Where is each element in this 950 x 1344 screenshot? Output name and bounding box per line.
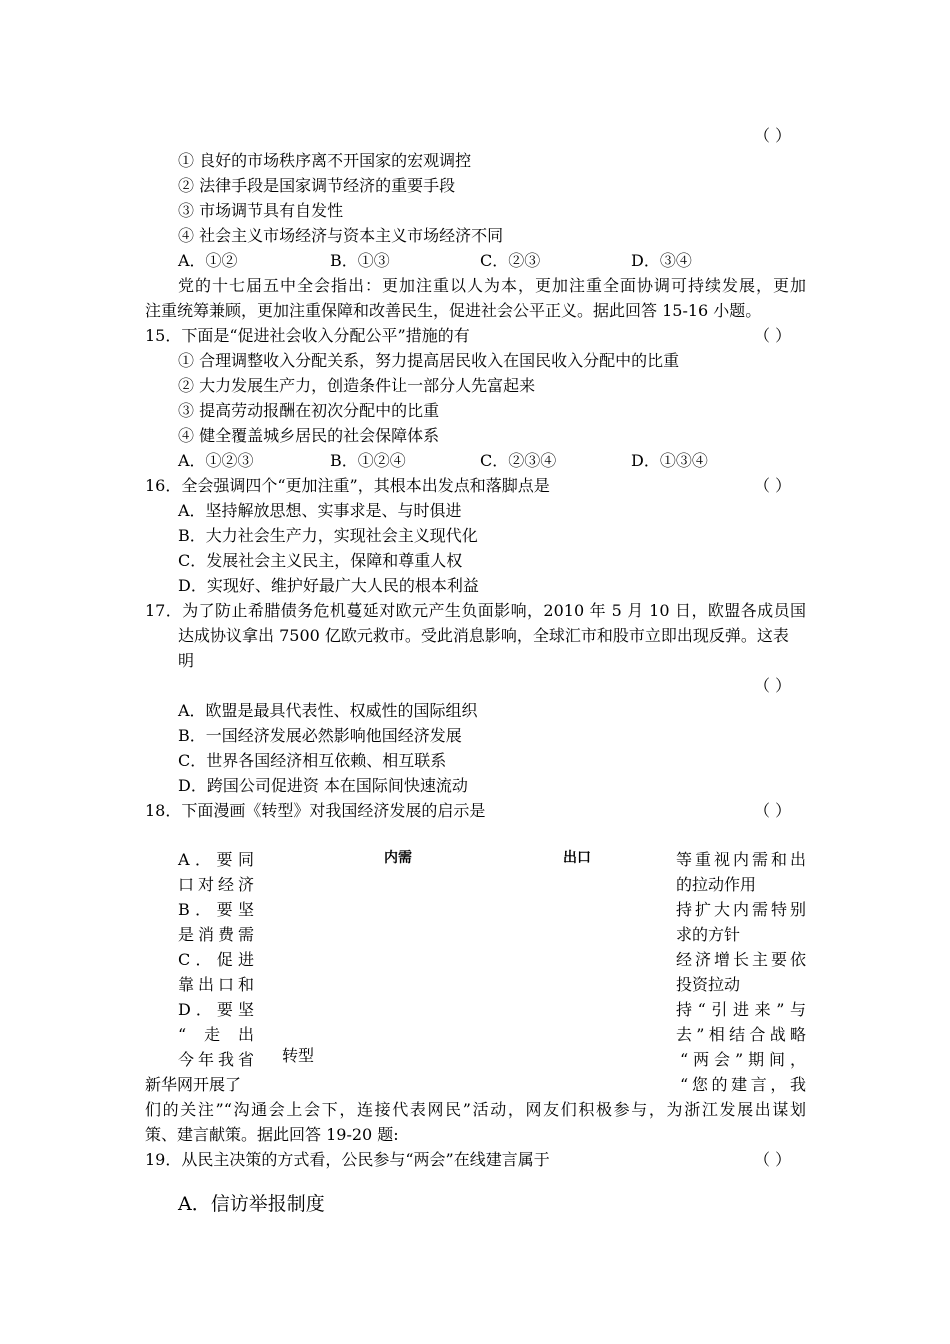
q19-option-a: A．信访举报制度 [178,1193,325,1215]
answer-paren-q14: （ ） [754,126,792,145]
q17-stem-line-3: 明 [178,651,195,670]
q15-stem: 15．下面是“促进社会收入分配公平”措施的有 [145,326,470,345]
q18-tail-line-2: 们的关注”“沟通会上会下，连接代表网民”活动，网友们积极参与，为浙江发展出谋划 [145,1100,806,1119]
q18-left-line-3: B．要坚 [178,900,254,919]
q18-left-line-1: A．要同 [178,850,254,869]
q18-right-line-9: “两会”期间， [680,1050,806,1069]
intro-15-16-line-1: 党的十七届五中全会指出：更加注重以人为本，更加注重全面协调可持续发展，更加 [178,276,806,295]
q18-left-line-4: 是消费需 [178,925,254,944]
q15-option-a: A．①②③ [178,451,254,470]
q18-right-line-3: 持扩大内需特别 [676,900,806,919]
q18-left-line-5: C．促进 [178,950,254,969]
q18-left-line-7: D．要坚 [178,1000,254,1019]
q15-item-2: ② 大力发展生产力，创造条件让一部分人先富起来 [178,376,536,395]
q17-stem-line-2: 达成协议拿出 7500 亿欧元救市。受此消息影响，全球汇市和股市立即出现反弹。这表 [178,626,789,645]
q18-right-line-6: 投资拉动 [676,975,741,994]
q18-right-line-4: 求的方针 [676,925,741,944]
intro-15-16-line-2: 注重统筹兼顾，更加注重保障和改善民生，促进社会公平正义。据此回答 15-16 小题。 [145,301,762,320]
q17-option-d: D．跨国公司促进资 本在国际间快速流动 [178,776,468,795]
q18-right-line-2: 的拉动作用 [676,875,757,894]
q18-tail-line-3: 策、建言献策。据此回答 19-20 题: [145,1125,399,1144]
cartoon-title: 转型 [282,1046,315,1065]
q14-option-d: D．③④ [631,251,692,270]
q16-option-c: C．发展社会主义民主，保障和尊重人权 [178,551,463,570]
q16-option-b: B．大力社会生产力，实现社会主义现代化 [178,526,478,545]
q18-tail-line-1: 新华网开展了 [145,1075,242,1094]
q18-right-line-10: “您的建言，我 [680,1075,806,1094]
q18-stem: 18．下面漫画《转型》对我国经济发展的启示是 [145,801,486,820]
q16-option-a: A．坚持解放思想、实事求是、与时俱进 [178,501,462,520]
q17-stem-line-1: 17．为了防止希腊债务危机蔓延对欧元产生负面影响，2010 年 5 月 10 日，欧盟各成员国 [145,601,806,620]
q17-option-c: C．世界各国经济相互依赖、相互联系 [178,751,447,770]
q18-left-line-9: 今年我省 [178,1050,254,1069]
q18-right-line-5: 经济增长主要依 [676,950,806,969]
q15-item-1: ① 合理调整收入分配关系，努力提高居民收入在国民收入分配中的比重 [178,351,680,370]
cartoon-label-domestic-demand: 内需 [384,850,412,866]
answer-paren-q19: （ ） [754,1150,792,1169]
q15-item-4: ④ 健全覆盖城乡居民的社会保障体系 [178,426,440,445]
q14-item-2: ② 法律手段是国家调节经济的重要手段 [178,176,456,195]
answer-paren-q16: （ ） [754,476,792,495]
q15-option-d: D．①③④ [631,451,708,470]
q16-stem: 16．全会强调四个“更加注重”，其根本出发点和落脚点是 [145,476,550,495]
q14-option-a: A．①② [178,251,238,270]
q17-option-a: A．欧盟是最具代表性、权威性的国际组织 [178,701,478,720]
q14-item-4: ④ 社会主义市场经济与资本主义市场经济不同 [178,226,504,245]
cartoon-label-export: 出口 [563,850,591,866]
q15-option-b: B．①②④ [330,451,406,470]
q19-stem: 19．从民主决策的方式看，公民参与“两会”在线建言属于 [145,1150,550,1169]
q14-item-3: ③ 市场调节具有自发性 [178,201,344,220]
q17-option-b: B．一国经济发展必然影响他国经济发展 [178,726,462,745]
q18-left-line-8: “走出 [178,1025,254,1044]
q16-option-d: D．实现好、维护好最广大人民的根本利益 [178,576,479,595]
answer-paren-q17: （ ） [754,676,792,695]
q14-option-c: C．②③ [480,251,541,270]
q15-item-3: ③ 提高劳动报酬在初次分配中的比重 [178,401,440,420]
q18-left-line-6: 靠出口和 [178,975,254,994]
answer-paren-q15: （ ） [754,326,792,345]
q15-option-c: C．②③④ [480,451,557,470]
q18-right-line-1: 等重视内需和出 [676,850,806,869]
q18-right-line-8: 去”相结合战略 [676,1025,806,1044]
q14-option-b: B．①③ [330,251,390,270]
q18-right-line-7: 持“引进来”与 [676,1000,806,1019]
q14-item-1: ① 良好的市场秩序离不开国家的宏观调控 [178,151,472,170]
answer-paren-q18: （ ） [754,801,792,820]
q18-left-line-2: 口对经济 [178,875,254,894]
